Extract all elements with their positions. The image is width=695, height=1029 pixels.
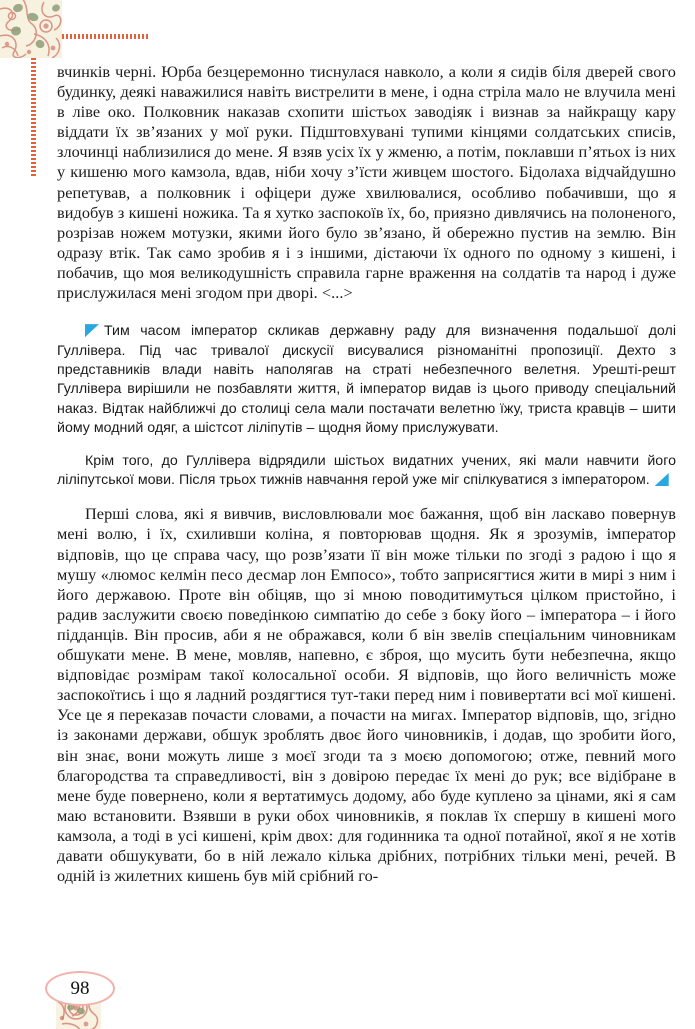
paragraph-summary-1 xyxy=(57,322,676,438)
blue-triangle-open-icon xyxy=(85,324,99,337)
spacer xyxy=(57,490,676,504)
spacer xyxy=(57,303,676,322)
paragraph-narrative-1: вчинків черні. Юрба безцеремонно тиснулася навколо, а коли я сидів біля дверей свого будинку, деякі наважилися навіть вистрелити в мене, і одна стріла мало не влучила мені в ліве око. Полковник наказав схопити шістьох заводіяк і визнав за найкращу кару віддати їх зв’язаних у мої руки. Підштовхувані тупими кінцями солдатських списів, злочинці наблизилися до мене. Я взяв усіх їх у жменю, а потім, поклавши п’ятьох із них у кишеню мого камзола, вдав, ніби хочу з’їсти живцем шостого. Бідолаха відчайдушно репетував, а полковник і офіцери дуже хвилювалися, особливо побачивши, що я видобув з кишені ножика. Та я хутко заспокоїв їх, бо, приязно дивлячись на полоненого, розрізав ножем мотузки, якими його було зв’язано, й обережно пустив на землю. Він одразу втік. Так само зробив я і з іншими, дістаючи їх одного по одному з кишені, і побачив, що моя великодушність справила гарне враження на солдатів та народ і дуже прислужилася мені згодом при дворі. <...> xyxy=(57,62,676,303)
paragraph-narrative-2: Перші слова, які я вивчив, висловлювали моє бажання, щоб він ласкаво повернув мені волю, і їх, схиливши коліна, я повторював щодня. Як я зрозумів, імператор відповів, що це справа часу, що розв’язати її він може тільки по згоді з радою і що я мушу «люмос келмін песо десмар лон Емпосо», тобто заприсягтися жити в мирі з ним і його державою. Проте він обіцяв, що зі мною поводитимуться цілком пристойно, і радив заслужити своєю поведінкою симпатію до себе з боку його – імператора – і його підданців. Він просив, аби я не ображався, коли б він звелів спеціальним чиновникам обшукати мене. В мене, мовляв, напевно, є зброя, що мусить бути небезпечна, якщо відповідає розмірам такої колосальної особи. Я відповів, що його величність може заспокоїтись і що я ладний роздягтися тут-таки перед ним і повивертати всі мої кишені. Усе це я переказав почасти словами, а почасти на мигах. Імператор відповів, що, згідно із законами держави, обшук зроблять двоє його чиновників, і додав, що зробити його, він знає, вони можуть лише з моєї згоди та з моєю допомогою; отже, певний мого благородства та справедливості, він з довірою передає їх мені до рук; все відібране в мене буде повернено, коли я вертатимусь додому, або буде куплено за цінами, які я сам маю встановити. Взявши в руки обох чиновників, я поклав їх спершу в кишені мого камзола, а тоді в усі кишені, крім двох: для годинника та одної потайної, якої я не хотів давати обшукувати, бо в ній лежало кілька дрібних, потрібних тільки мені, речей. В одній із жилетних кишень був мій срібний го- xyxy=(57,504,676,886)
page-number-value: 98 xyxy=(70,977,90,999)
dashed-rule-horizontal xyxy=(62,34,148,39)
floral-ornament-top xyxy=(0,0,62,58)
summary-text-1: Тим часом імператор скликав державну раду для визначення подальшої долі Гуллівера. Під час тривалої дискусії висувалися різноманітні пропозиції. Дехто з представників влади навіть наполягав на страті небезпечного велетня. Урешті-решт Гуллівера вирішили не позбавляти життя, й імператор видав із цього приводу спеціальний наказ. Відтак найближчі до столиці села мали постачати велетню їжу, триста кравців – шити йому модний одяг, а шістсот ліліпутів – щодня йому прислужувати. xyxy=(57,323,676,437)
summary-text-2: Крім того, до Гуллівера відрядили шістьох видатних учених, які мали навчити його ліліпутської мови. Після трьох тижнів навчання герой уже міг спілкуватися з імператором. xyxy=(57,452,676,488)
page-number-badge xyxy=(45,971,115,1006)
paragraph-summary-2 xyxy=(57,452,676,491)
spacer xyxy=(57,439,676,452)
blue-triangle-close-icon xyxy=(655,473,669,486)
page-text-column xyxy=(57,62,676,886)
dashed-rule-vertical xyxy=(31,58,36,176)
floral-ornament-top-art xyxy=(0,0,62,58)
